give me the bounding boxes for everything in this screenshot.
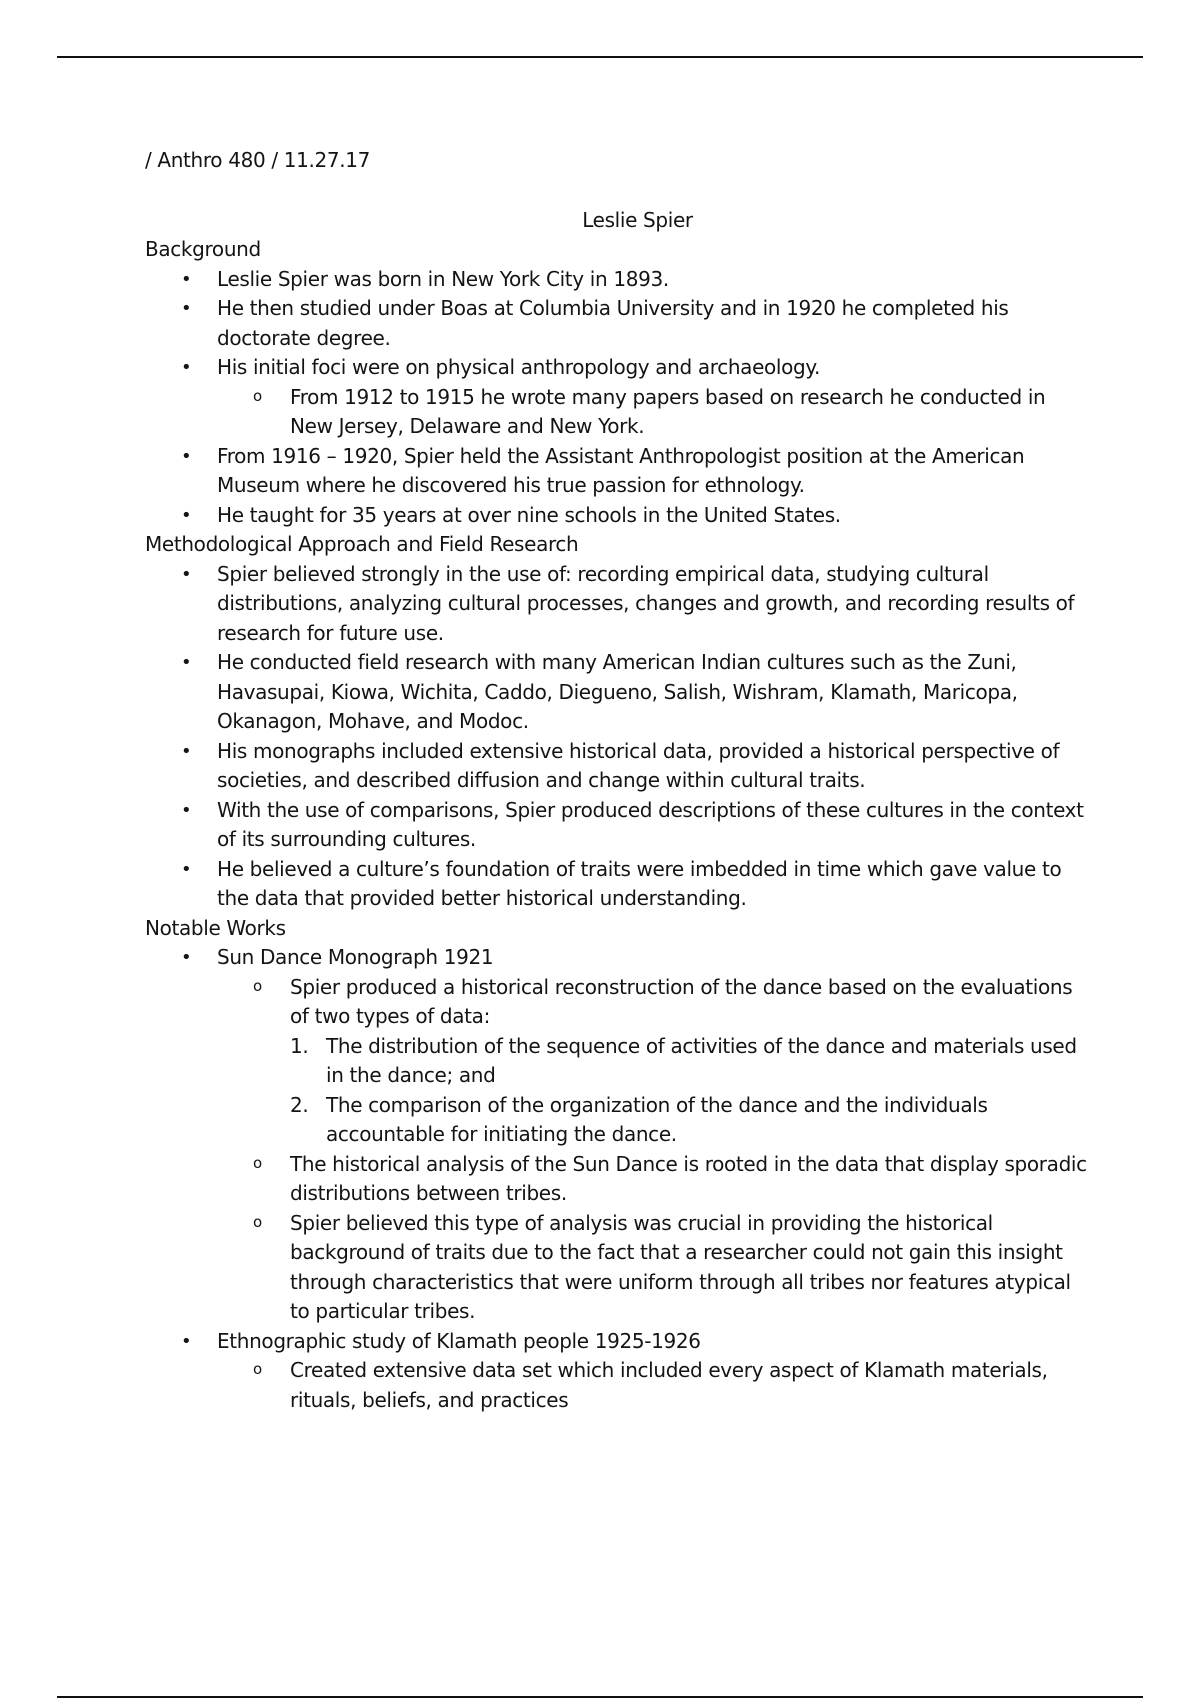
page-title: Leslie Spier (582, 207, 693, 232)
sun-dance-sublist (217, 973, 1090, 1327)
numbered-item: The comparison of the organization of the dance and the individuals accountable for initiating the dance. (326, 1092, 988, 1146)
klamath-sublist (217, 1356, 1090, 1415)
method-list (145, 560, 1090, 914)
sub-list-item: o From 1912 to 1915 he wrote many papers based on research he conducted in New Jersey, Delaware and New York. (217, 383, 1090, 442)
background-sublist (217, 383, 1090, 442)
list-item: • He believed a culture’s foundation of traits were imbedded in time which gave value to the data that provided better historical understanding. (145, 855, 1090, 914)
list-item: • His monographs included extensive historical data, provided a historical perspective of societies, and described diffusion and change within cultural traits. (145, 737, 1090, 796)
sub-list-item: o Spier produced a historical reconstruction of the dance based on the evaluations of two types of data: The distribution of the sequence of activities of the dance and materials used in the dance; and The comparison of the organization of the dance and the individuals accountable for initiating the dance. (217, 973, 1090, 1150)
list-item: • Leslie Spier was born in New York City in 1893. (145, 265, 1090, 295)
numbered-item: The distribution of the sequence of activities of the dance and materials used in the dance; and (326, 1033, 1077, 1087)
list-item: • His initial foci were on physical anthropology and archaeology. o From 1912 to 1915 he wrote many papers based on research he conducted in New Jersey, Delaware and New York. (145, 353, 1090, 442)
list-item: • Ethnographic study of Klamath people 1925-1926 o Created extensive data set which included every aspect of Klamath materials, rituals, beliefs, and practices (145, 1327, 1090, 1416)
sub-list-item: o Spier believed this type of analysis was crucial in providing the historical background of traits due to the fact that a researcher could not gain this insight through characteristics that were uniform through all tribes nor features atypical to particular tribes. (217, 1209, 1090, 1327)
background-list (145, 265, 1090, 531)
list-item: • He taught for 35 years at over nine schools in the United States. (145, 501, 1090, 531)
top-rule (57, 56, 1143, 58)
sub-list-item: o Created extensive data set which included every aspect of Klamath materials, rituals, beliefs, and practices (217, 1356, 1090, 1415)
course-header: / Anthro 480 / 11.27.17 (145, 148, 370, 172)
list-item: • With the use of comparisons, Spier produced descriptions of these cultures in the context of its surrounding cultures. (145, 796, 1090, 855)
bottom-rule (57, 1696, 1143, 1698)
numbered-list (290, 1032, 1090, 1150)
list-item: • He then studied under Boas at Columbia University and in 1920 he completed his doctorate degree. (145, 294, 1090, 353)
list-item: • Sun Dance Monograph 1921 o Spier produced a historical reconstruction of the dance based on the evaluations of two types of data: The distribution of the sequence of activities of the dance and materials used in the dance; and The comparison of the organization of the dance and the individuals accountable for initiating the dance. o The historical analysis of the Sun Dance is rooted in the data that display sporadic distributions between tribes. o Spier believed this type of analysis was crucial in providing the historical background of traits due to the fact that a researcher could not gain this insight through characteristics that were uniform through all tribes nor features atypical to particular tribes. (145, 943, 1090, 1327)
section-heading-background: Background (145, 237, 261, 261)
section-heading-works: Notable Works (145, 915, 286, 940)
list-item: • From 1916 – 1920, Spier held the Assistant Anthropologist position at the American Museum where he discovered his true passion for ethnology. (145, 442, 1090, 501)
section-heading-method: Methodological Approach and Field Research (145, 532, 579, 556)
document-body (145, 146, 1090, 1415)
list-item: • Spier believed strongly in the use of: recording empirical data, studying cultural distributions, analyzing cultural processes, changes and growth, and recording results of research for future use. (145, 560, 1090, 649)
list-item: • He conducted field research with many American Indian cultures such as the Zuni, Havasupai, Kiowa, Wichita, Caddo, Diegueno, Salish, Wishram, Klamath, Maricopa, Okanagon, Mohave, and Modoc. (145, 648, 1090, 737)
sub-list-item: o The historical analysis of the Sun Dance is rooted in the data that display sporadic distributions between tribes. (217, 1150, 1090, 1209)
works-list (145, 943, 1090, 1415)
